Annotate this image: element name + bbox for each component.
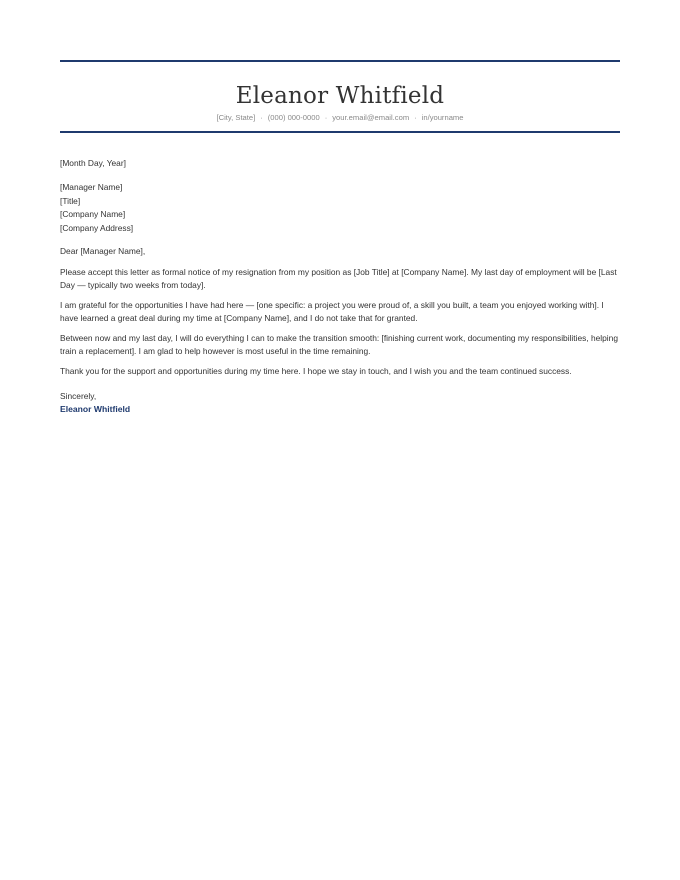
- recipient-block: [60, 181, 620, 235]
- sender-name: Eleanor Whitfield: [235, 83, 445, 109]
- contact-phone: (000) 000-0000: [267, 113, 320, 122]
- letter-date: [Month Day, Year]: [60, 158, 126, 168]
- paragraph-thanks: Thank you for the support and opportunities during my time here. I hope we stay in touch, and I wish you and the team continued success.: [60, 366, 572, 376]
- contact-location: [City, State]: [216, 113, 256, 122]
- contact-separator: ·: [414, 113, 417, 122]
- signature: Eleanor Whitfield: [60, 404, 131, 414]
- contact-separator: ·: [324, 113, 328, 122]
- closing: Sincerely,: [60, 391, 97, 401]
- contact-linkedin: in/yourname: [421, 113, 464, 122]
- paragraph-notice: Please accept this letter as formal notice of my resignation from my position as [Job Title] at [Company Name]. My last day of employment will be [Last Day — typically two weeks from today].: [60, 267, 617, 290]
- contact-email: your.email@email.com: [332, 113, 410, 122]
- recipient-company: [Company Name]: [60, 209, 126, 219]
- recipient-title: [Title]: [60, 195, 81, 206]
- header-bottom-rule: [60, 131, 620, 133]
- contact-separator: ·: [260, 113, 263, 122]
- recipient-address: [Company Address]: [60, 222, 134, 233]
- contact-line: [60, 112, 620, 124]
- recipient-name: [Manager Name]: [60, 182, 123, 192]
- paragraph-transition: Between now and my last day, I will do everything I can to make the transition smooth: [finishing current work, documenting my responsibilities, helping train a replacement]. I am glad to help however is most useful in the time remaining.: [60, 333, 618, 356]
- header-top-rule: [60, 60, 620, 62]
- paragraph-gratitude: I am grateful for the opportunities I have had here — [one specific: a project you were proud of, a skill you built, a team you enjoyed working with]. I have learned a great deal during my time at [Company Name], and I do not take that for granted.: [60, 300, 604, 323]
- salutation: Dear [Manager Name],: [60, 246, 146, 256]
